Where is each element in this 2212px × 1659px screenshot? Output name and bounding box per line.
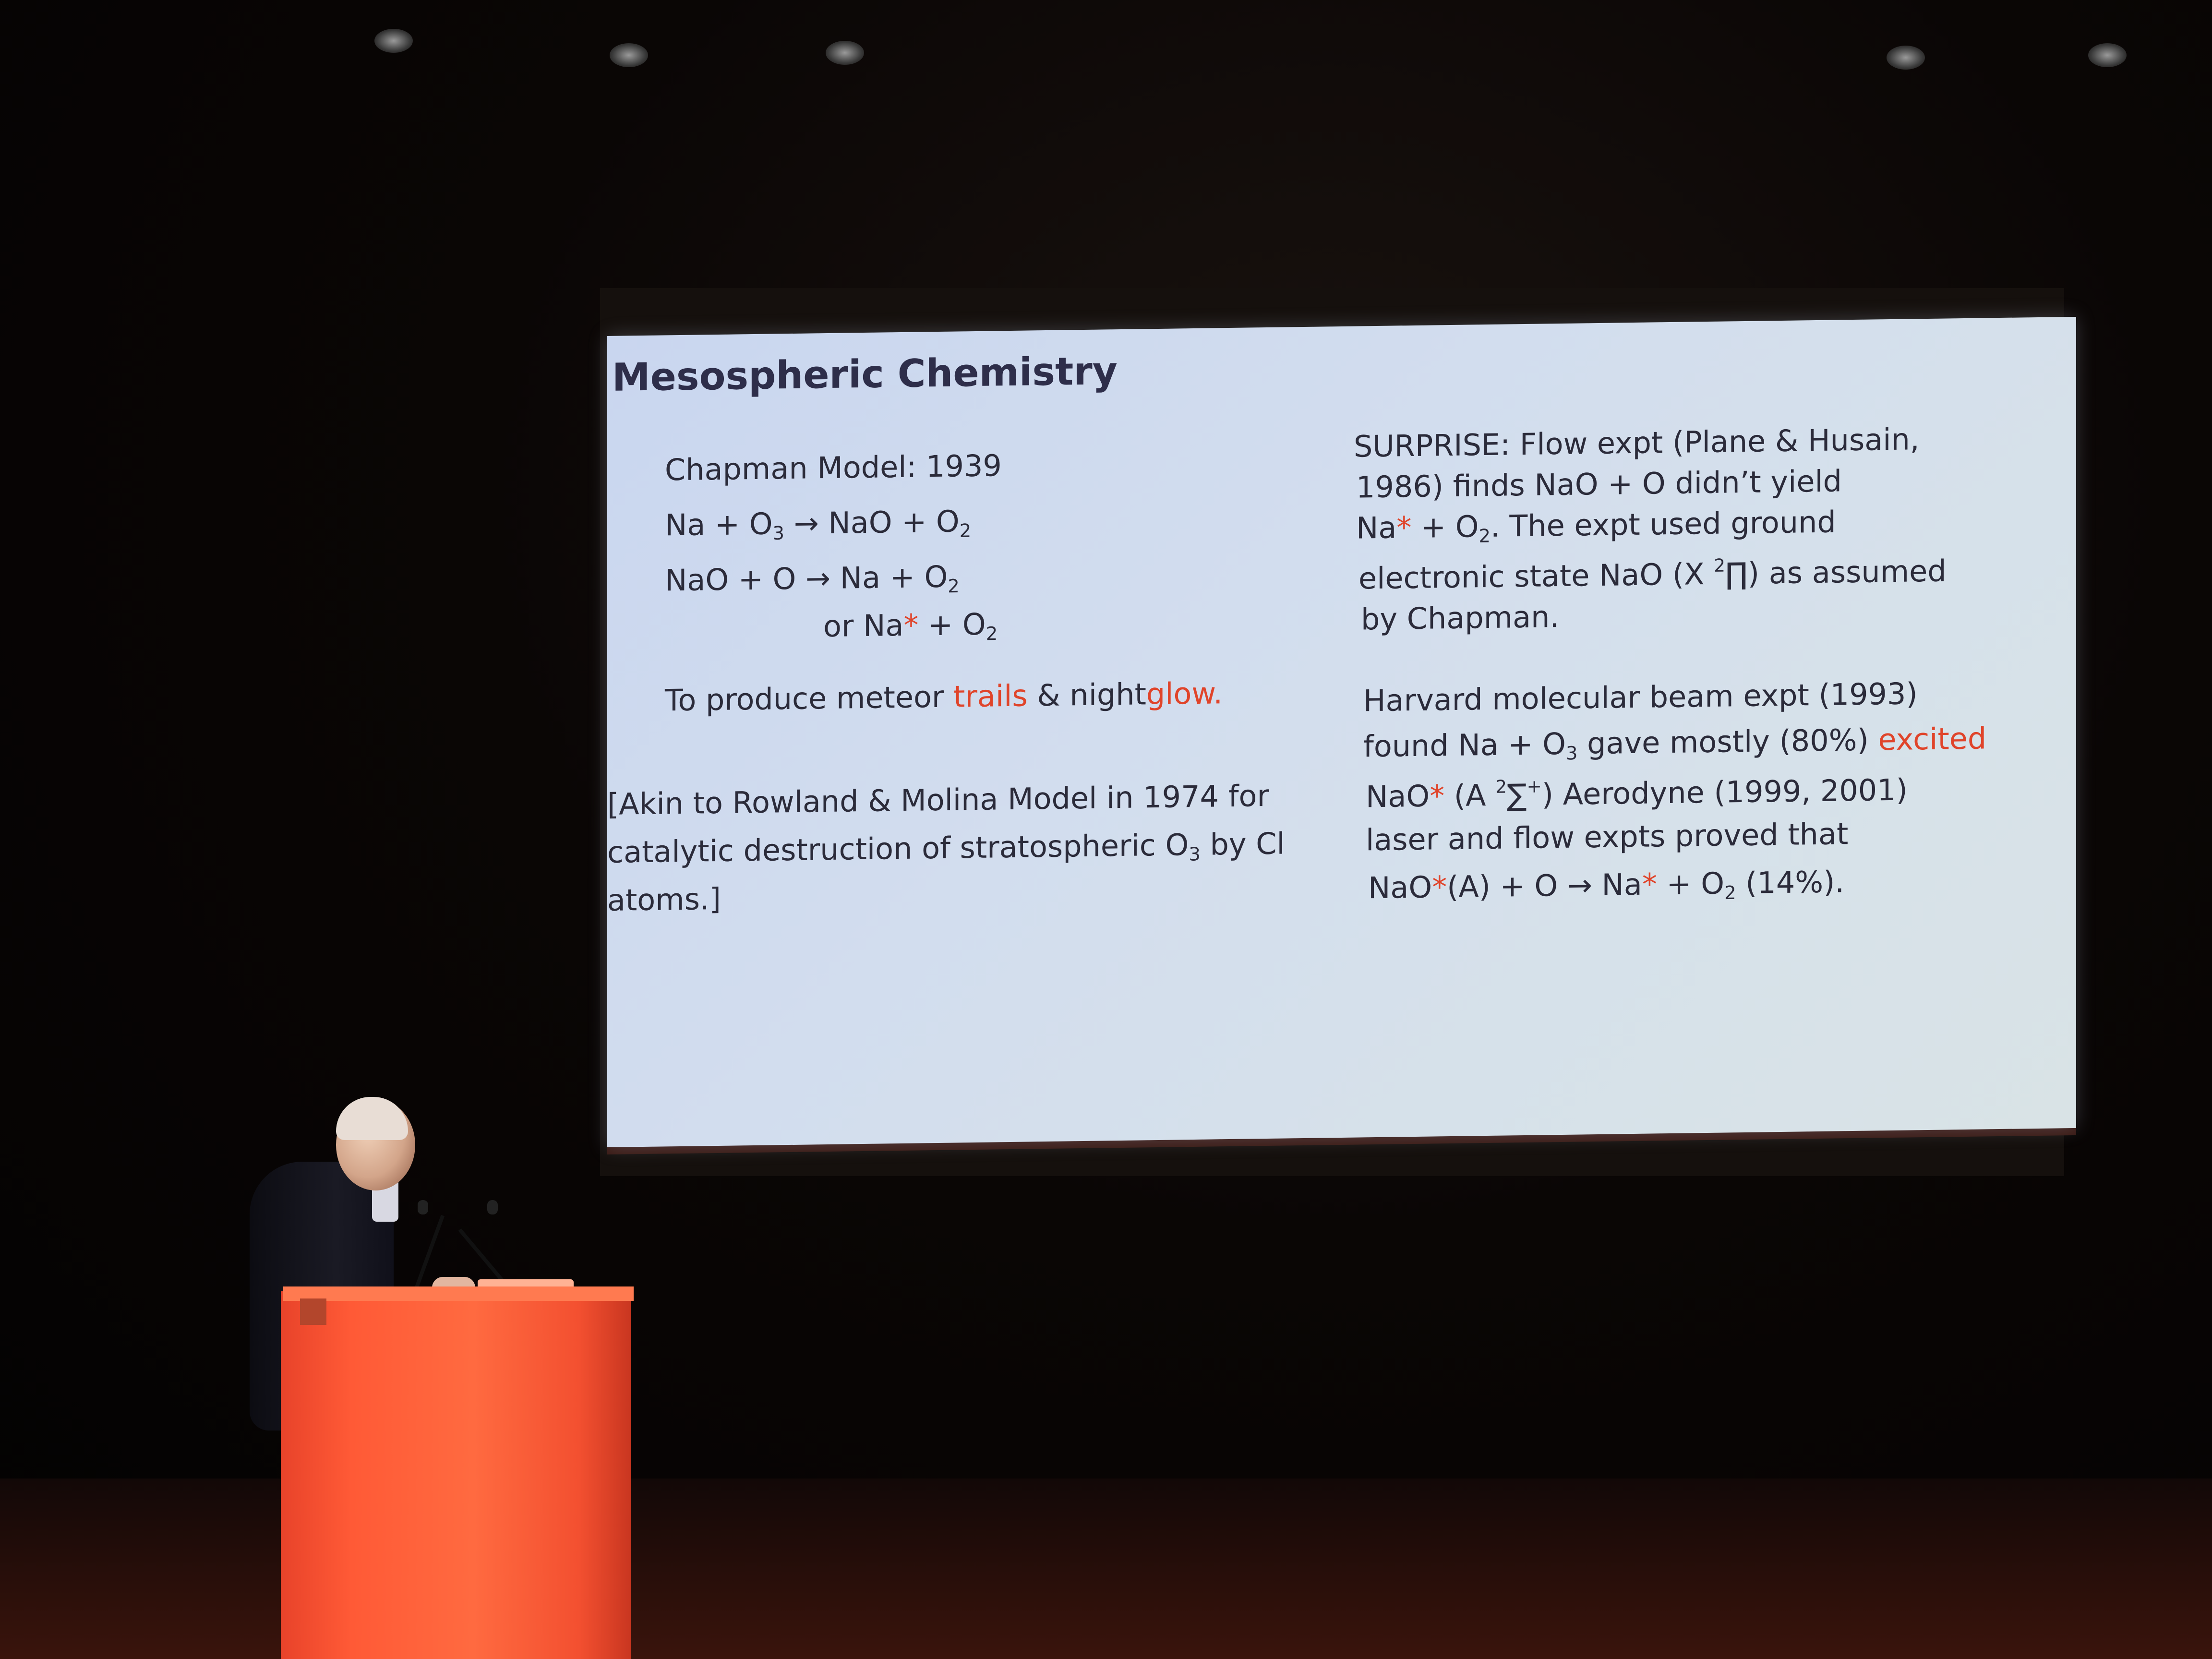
slide-text-line: NaO* (A $^2$∑+) Aerodyne (1999, 2001) [1366,772,1908,815]
equation-line: $NaO*(A) + O \to Na* + O_2$ (14%). [1368,864,1845,906]
slide-text-line: To produce meteor trails & nightglow. [665,675,1223,718]
slide-text-line: 1986) finds NaO + O didn’t yield [1356,463,1842,505]
ceiling-light [374,29,413,53]
slide-title: Mesospheric Chemistry [612,349,1118,400]
podium-top [283,1286,634,1301]
slide-text-line: $Na* + O_2$. The expt used ground [1356,504,1836,547]
slide-text-line: catalytic destruction of stratospheric $O_3$ by Cl [607,826,1285,870]
slide-text-line: found $Na + O_3$ gave mostly (80%) excited [1363,721,1987,765]
slide-text-line: [Akin to Rowland & Molina Model in 1974 for [607,778,1269,822]
slide-text-line: electronic state NaO (X $^2$∏) as assumed [1358,553,1947,596]
microphone-head [418,1200,428,1214]
projected-slide [607,317,2076,1147]
microphone-head [487,1200,498,1214]
presenter-hair [336,1097,408,1140]
podium [281,1291,631,1659]
equation-line: or $Na* + O_2$ [823,606,998,645]
slide-text-line: atoms.] [607,881,721,918]
slide-text-line: Chapman Model: 1939 [665,448,1002,488]
equation-line: $Na + O_3$ → NaO + $O_2$ [665,504,972,545]
podium-badge [300,1298,326,1325]
ceiling-light [2088,43,2127,67]
equation-line: NaO + $O \to Na + O_2$ [665,559,960,598]
ceiling-light [1887,46,1925,70]
slide-text-line: by Chapman. [1361,599,1560,637]
ceiling-light [826,41,864,65]
slide-text-line: Harvard molecular beam expt (1993) [1363,676,1918,719]
ceiling-light [610,43,648,67]
slide-text-line: laser and flow expts proved that [1366,816,1849,858]
slide-text-line: SURPRISE: Flow expt (Plane & Husain, [1354,421,1920,464]
